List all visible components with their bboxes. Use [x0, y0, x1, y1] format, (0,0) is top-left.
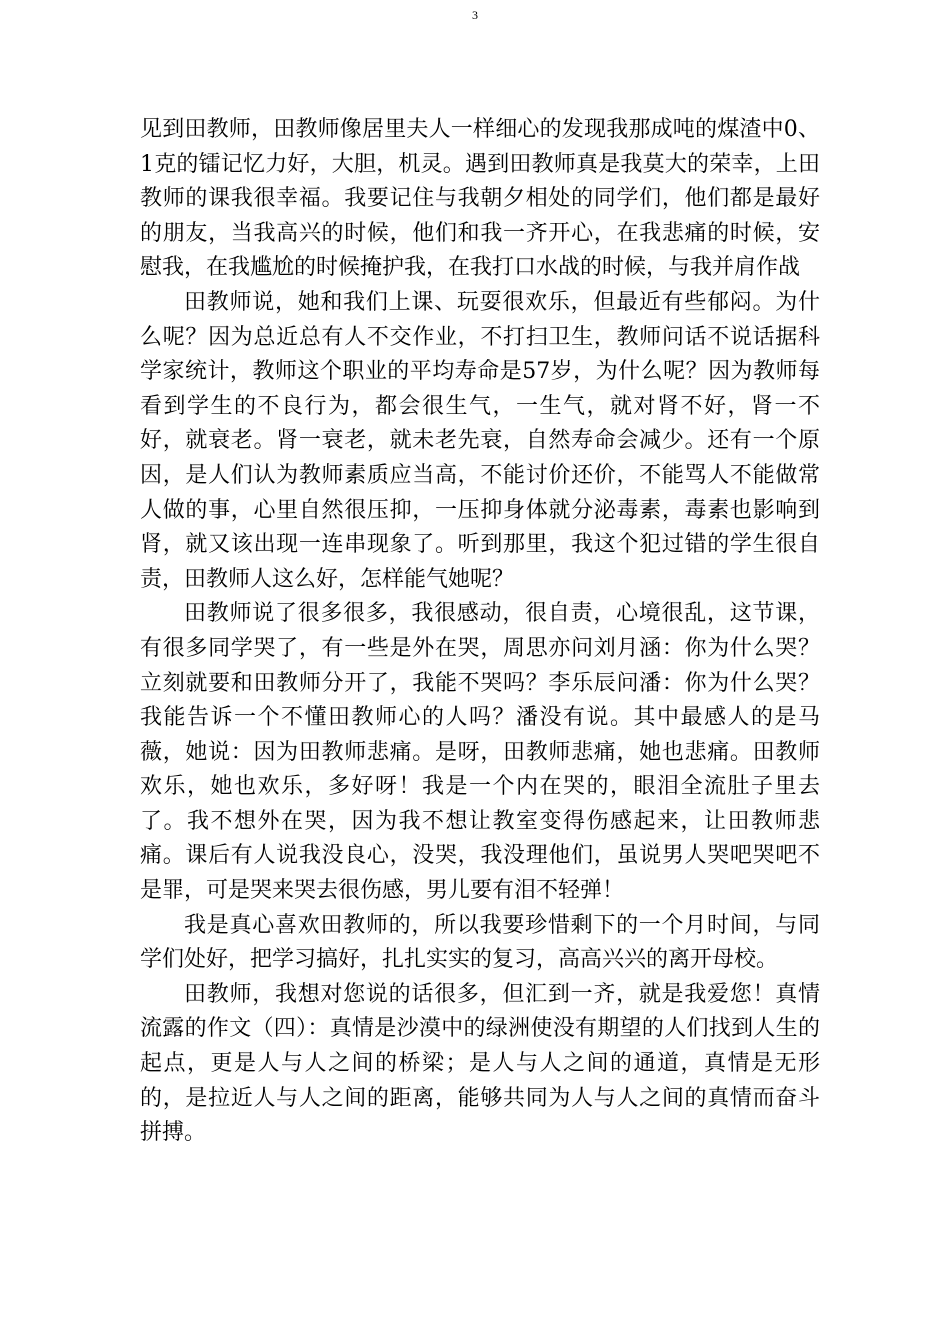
paragraph-1: 见到田教师，田教师像居里夫人一样细心的发现我那成吨的煤渣中0、1克的镭记忆力好，大胆，机灵。遇到田教师真是我莫大的荣幸，上田教师的课我很幸福。我要记住与我朝夕相处的同学们，他们都是最好的朋友，当我高兴的时候，他们和我一齐开心，在我悲痛的时候，安慰我，在我尴尬的时候掩护我，在我打口水战的时候，与我并肩作战 [140, 117, 820, 281]
page-number: 3 [472, 8, 478, 22]
paragraph-3: 田教师说了很多很多，我很感动，很自责，心境很乱，这节课，有很多同学哭了，有一些是外在哭，周思亦问刘月涵：你为什么哭？立刻就要和田教师分开了，我能不哭吗？李乐辰问潘：你为什么哭？我能告诉一个不懂田教师心的人吗？潘没有说。其中最感人的是马薇，她说：因为田教师悲痛。是呀，田教师悲痛，她也悲痛。田教师欢乐，她也欢乐，多好呀！我是一个内在哭的，眼泪全流肚子里去了。我不想外在哭，因为我不想让教室变得伤感起来，让田教师悲痛。课后有人说我没良心，没哭，我没理他们，虽说男人哭吧哭吧不是罪，可是哭来哭去很伤感，男儿要有泪不轻弹！ [140, 601, 820, 904]
document-body [140, 113, 820, 1151]
paragraph-5: 田教师，我想对您说的话很多，但汇到一齐，就是我爱您！真情流露的作文（四）：真情是沙漠中的绿洲使没有期望的人们找到人生的起点，更是人与人之间的桥梁；是人与人之间的通道，真情是无形的，是拉近人与人之间的距离，能够共同为人与人之间的真情而奋斗拼搏。 [140, 981, 820, 1146]
paragraph-2: 田教师说，她和我们上课、玩耍很欢乐，但最近有些郁闷。为什么呢？因为总近总有人不交作业，不打扫卫生，教师问话不说话据科学家统计，教师这个职业的平均寿命是57岁，为什么呢？因为教师每看到学生的不良行为，都会很生气，一生气，就对肾不好，肾一不好，就衰老。肾一衰老，就未老先衰，自然寿命会减少。还有一个原因，是人们认为教师素质应当高，不能讨价还价，不能骂人不能做常人做的事，心里自然很压抑，一压抑身体就分泌毒素，毒素也影响到肾，就又该出现一连串现象了。听到那里，我这个犯过错的学生很自责，田教师人这么好，怎样能气她呢？ [140, 289, 820, 592]
paragraph-4: 我是真心喜欢田教师的，所以我要珍惜剩下的一个月时间，与同学们处好，把学习搞好，扎扎实实的复习，高高兴兴的离开母校。 [140, 912, 820, 973]
